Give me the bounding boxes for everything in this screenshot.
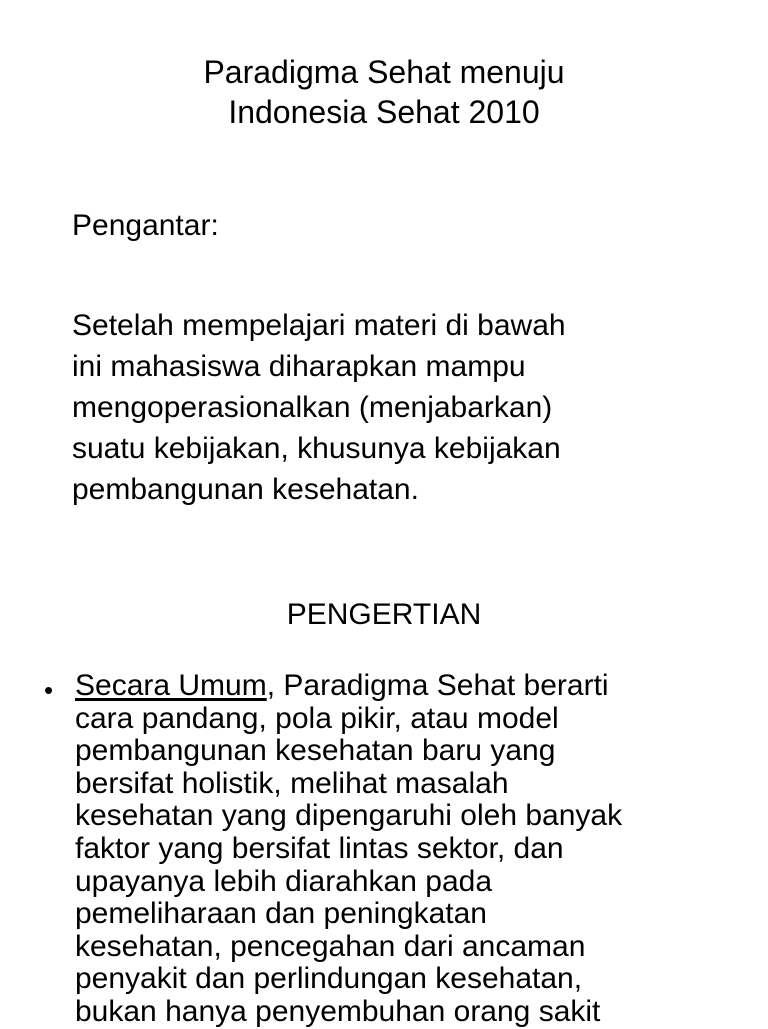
bullet-item <box>75 670 765 1029</box>
intro-line: suatu kebijakan, khusunya kebijakan <box>72 432 561 465</box>
intro-line: mengoperasionalkan (menjabarkan) <box>72 391 553 424</box>
bullet-first-line-rest: , Paradigma Sehat berarti <box>266 669 609 702</box>
bullet-line: bersifat holistik, melihat masalah <box>75 766 509 800</box>
bullet-line: pemeliharaan dan peningkatan <box>75 897 487 931</box>
bullet-line: kesehatan, pencegahan dari ancaman <box>75 929 586 963</box>
intro-paragraph <box>72 305 762 510</box>
intro-line: pembangunan kesehatan. <box>72 473 419 506</box>
section-heading: PENGERTIAN <box>286 598 482 631</box>
intro-heading: Pengantar: <box>72 209 219 242</box>
bullet-marker: • <box>44 675 54 705</box>
bullet-line: pembangunan kesehatan baru yang <box>75 734 556 768</box>
bullet-line: cara pandang, pola pikir, atau model <box>75 701 559 735</box>
bullet-line: upayanya lebih diarahkan pada <box>75 864 492 898</box>
slide-title <box>0 52 768 132</box>
bullet-line: penyakit dan perlindungan kesehatan, <box>75 962 583 996</box>
bullet-line: faktor yang bersifat lintas sektor, dan <box>75 831 564 865</box>
bullet-line: bukan hanya penyembuhan orang sakit <box>75 994 601 1028</box>
slide-title-line-2: Indonesia Sehat 2010 <box>228 94 540 130</box>
slide-title-line-1: Paradigma Sehat menuju <box>203 54 565 90</box>
intro-line: ini mahasiswa diharapkan mampu <box>72 350 526 383</box>
bullet-first-line <box>75 670 765 703</box>
intro-line: Setelah mempelajari materi di bawah <box>72 309 566 342</box>
underlined-term: Secara Umum <box>75 669 267 702</box>
bullet-line: kesehatan yang dipengaruhi oleh banyak <box>75 799 623 833</box>
